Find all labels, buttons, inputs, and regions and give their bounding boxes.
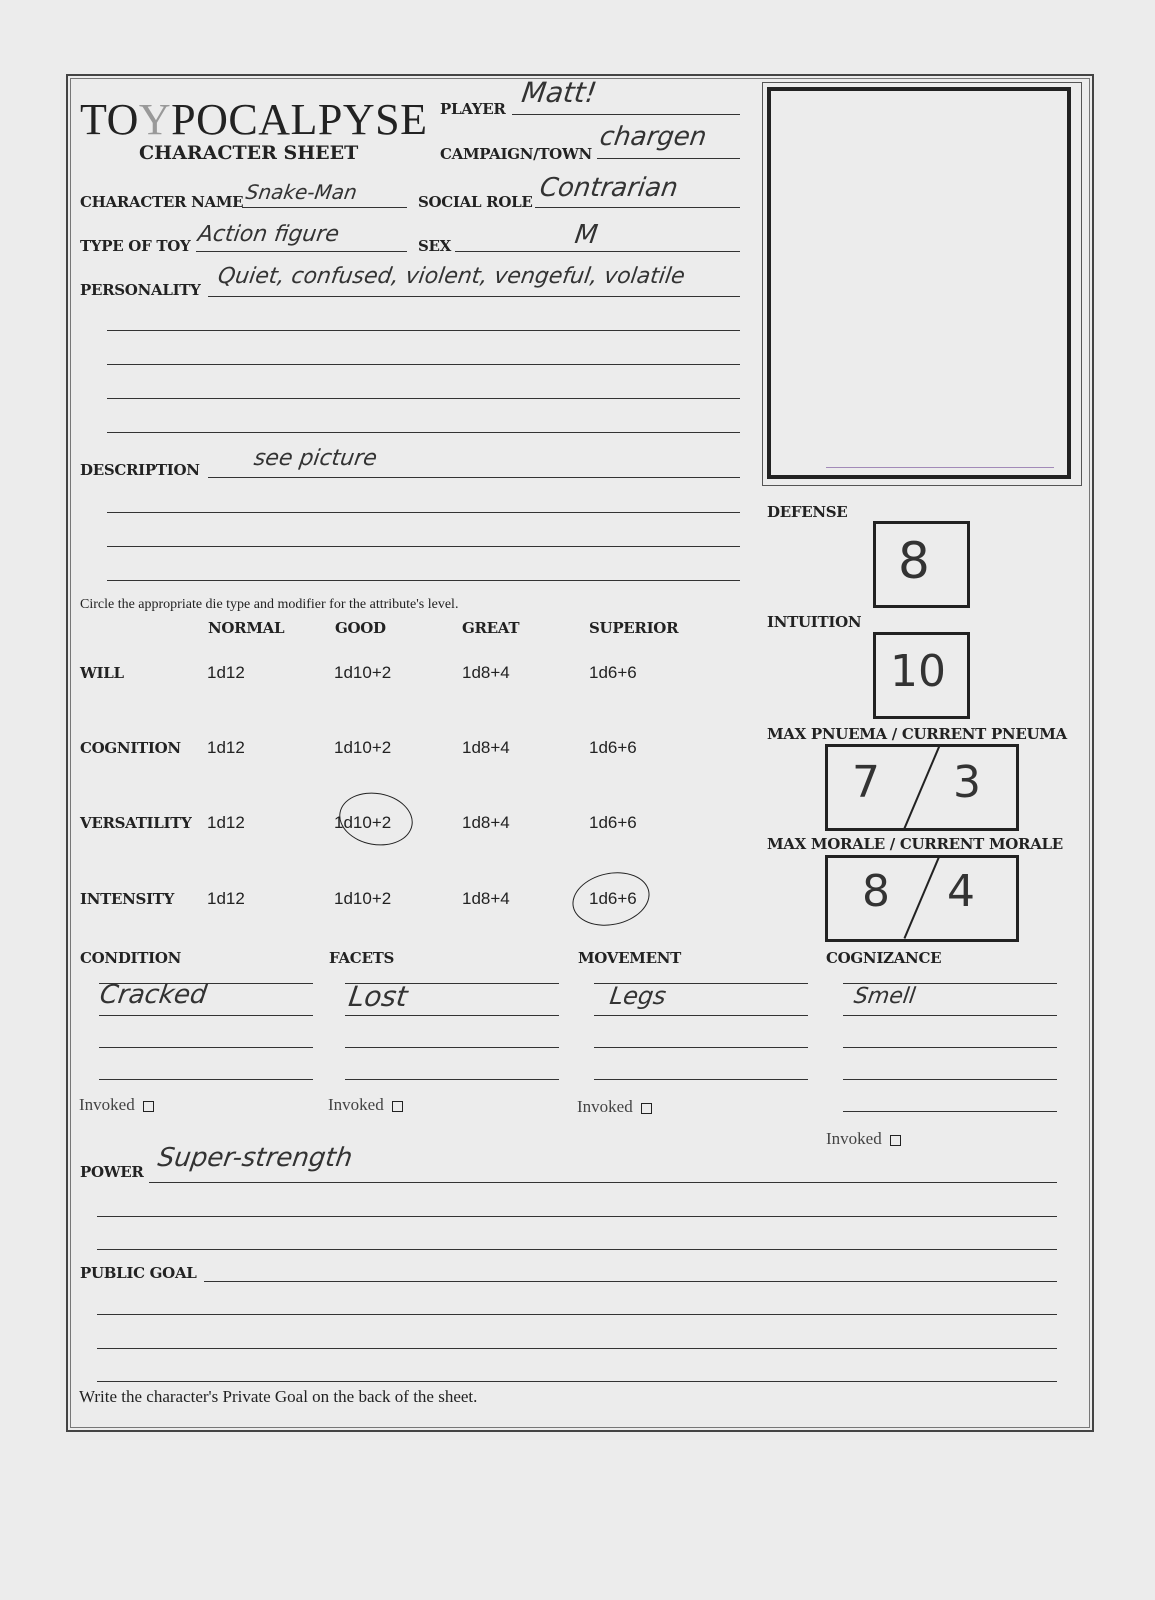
defense-label: DEFENSE	[767, 503, 848, 521]
condition-invoked[interactable]: Invoked	[79, 1095, 154, 1115]
morale-current: 4	[947, 866, 975, 917]
movement-line-3	[594, 1047, 808, 1048]
public-goal-line-3	[97, 1348, 1057, 1349]
campaign-label: CAMPAIGN/TOWN	[440, 145, 592, 163]
intuition-label: INTUITION	[767, 613, 862, 631]
sex-value[interactable]: M	[572, 220, 600, 250]
movement-line-2	[594, 1015, 808, 1016]
attr-intensity-normal[interactable]: 1d12	[207, 889, 245, 908]
facets-label: FACETS	[329, 949, 394, 967]
player-line	[512, 114, 740, 115]
cognizance-line-3	[843, 1047, 1057, 1048]
type-of-toy-value[interactable]: Action figure	[196, 222, 341, 247]
character-name-line	[242, 207, 407, 208]
attr-intensity-good[interactable]: 1d10+2	[334, 889, 392, 908]
description-line	[208, 477, 740, 478]
condition-value[interactable]: Cracked	[97, 980, 209, 1010]
attr-cognition-great[interactable]: 1d8+4	[462, 738, 510, 757]
facets-invoked-checkbox[interactable]	[392, 1101, 403, 1112]
movement-value[interactable]: Legs	[608, 982, 668, 1010]
public-goal-line-4	[97, 1381, 1057, 1382]
attr-cognition-label: COGNITION	[80, 739, 181, 757]
portrait-stray-line	[826, 467, 1054, 468]
public-goal-line-1	[204, 1281, 1057, 1282]
social-role-label: SOCIAL ROLE	[418, 193, 533, 211]
type-of-toy-line	[196, 251, 407, 252]
power-line-2	[97, 1216, 1057, 1217]
attr-versatility-label: VERSATILITY	[80, 814, 192, 832]
movement-invoked[interactable]: Invoked	[577, 1097, 652, 1117]
condition-line-2	[99, 1015, 313, 1016]
personality-line-5	[107, 432, 740, 433]
pneuma-max: 7	[852, 757, 880, 808]
description-value[interactable]: see picture	[252, 446, 379, 471]
sheet-title: TOYPOCALPYSE	[80, 95, 428, 144]
cognizance-line-4	[843, 1079, 1057, 1080]
level-normal: NORMAL	[208, 619, 285, 637]
facets-value[interactable]: Lost	[346, 980, 410, 1013]
personality-line-3	[107, 364, 740, 365]
level-good: GOOD	[335, 619, 386, 637]
description-line-3	[107, 546, 740, 547]
attr-cognition-normal[interactable]: 1d12	[207, 738, 245, 757]
facets-line-2	[345, 1015, 559, 1016]
morale-max: 8	[862, 866, 890, 917]
sex-label: SEX	[418, 237, 452, 255]
player-label: PLAYER	[440, 100, 506, 118]
attr-versatility-normal[interactable]: 1d12	[207, 813, 245, 832]
power-value[interactable]: Super-strength	[155, 1143, 355, 1173]
character-name-label: CHARACTER NAME	[80, 193, 244, 211]
movement-line-4	[594, 1079, 808, 1080]
private-goal-note: Write the character's Private Goal on the back of the sheet.	[79, 1387, 478, 1406]
player-value[interactable]: Matt!	[519, 76, 599, 109]
public-goal-label: PUBLIC GOAL	[80, 1264, 197, 1282]
personality-label: PERSONALITY	[80, 281, 201, 299]
attr-will-superior[interactable]: 1d6+6	[589, 663, 637, 682]
cognizance-invoked[interactable]: Invoked	[826, 1129, 901, 1149]
public-goal-line-2	[97, 1314, 1057, 1315]
attribute-instruction: Circle the appropriate die type and modifier for the attribute's level.	[80, 597, 459, 612]
cognizance-invoked-checkbox[interactable]	[890, 1135, 901, 1146]
movement-invoked-checkbox[interactable]	[641, 1103, 652, 1114]
level-great: GREAT	[462, 619, 520, 637]
attr-cognition-good[interactable]: 1d10+2	[334, 738, 392, 757]
condition-line-3	[99, 1047, 313, 1048]
facets-line-4	[345, 1079, 559, 1080]
power-label: POWER	[80, 1163, 144, 1181]
social-role-line	[535, 207, 740, 208]
personality-line-4	[107, 398, 740, 399]
character-name-value[interactable]: Snake-Man	[244, 180, 359, 204]
sex-line	[455, 251, 740, 252]
campaign-line	[597, 158, 740, 159]
description-label: DESCRIPTION	[80, 461, 200, 479]
description-line-4	[107, 580, 740, 581]
attr-will-normal[interactable]: 1d12	[207, 663, 245, 682]
power-line-1	[149, 1182, 1057, 1183]
level-superior: SUPERIOR	[589, 619, 679, 637]
cognizance-line-5	[843, 1111, 1057, 1112]
personality-line	[208, 296, 740, 297]
pneuma-current: 3	[953, 757, 981, 808]
portrait-box[interactable]	[767, 87, 1071, 479]
pneuma-label: MAX PNUEMA / CURRENT PNEUMA	[767, 725, 1067, 743]
attr-versatility-great[interactable]: 1d8+4	[462, 813, 510, 832]
social-role-value[interactable]: Contrarian	[537, 173, 680, 203]
sheet-subtitle: CHARACTER SHEET	[139, 142, 359, 164]
personality-value[interactable]: Quiet, confused, violent, vengeful, volatile	[216, 264, 687, 289]
facets-line-3	[345, 1047, 559, 1048]
condition-invoked-checkbox[interactable]	[143, 1101, 154, 1112]
attr-will-good[interactable]: 1d10+2	[334, 663, 392, 682]
intuition-value: 10	[890, 646, 946, 697]
attr-intensity-superior[interactable]: 1d6+6	[589, 889, 637, 908]
attr-will-label: WILL	[80, 664, 124, 682]
attr-cognition-superior[interactable]: 1d6+6	[589, 738, 637, 757]
attr-versatility-superior[interactable]: 1d6+6	[589, 813, 637, 832]
attr-intensity-great[interactable]: 1d8+4	[462, 889, 510, 908]
type-of-toy-label: TYPE OF TOY	[80, 237, 191, 255]
facets-invoked[interactable]: Invoked	[328, 1095, 403, 1115]
condition-line-4	[99, 1079, 313, 1080]
attr-will-great[interactable]: 1d8+4	[462, 663, 510, 682]
cognizance-line-2	[843, 1015, 1057, 1016]
personality-line-2	[107, 330, 740, 331]
movement-label: MOVEMENT	[578, 949, 681, 967]
cognizance-label: COGNIZANCE	[826, 949, 942, 967]
description-line-2	[107, 512, 740, 513]
campaign-value[interactable]: chargen	[597, 122, 709, 152]
attr-versatility-good[interactable]: 1d10+2	[334, 813, 392, 832]
power-line-3	[97, 1249, 1057, 1250]
cognizance-value[interactable]: Smell	[852, 984, 917, 1009]
morale-label: MAX MORALE / CURRENT MORALE	[767, 835, 1063, 853]
condition-label: CONDITION	[80, 949, 181, 967]
defense-value: 8	[898, 532, 930, 590]
attr-intensity-label: INTENSITY	[80, 890, 175, 908]
